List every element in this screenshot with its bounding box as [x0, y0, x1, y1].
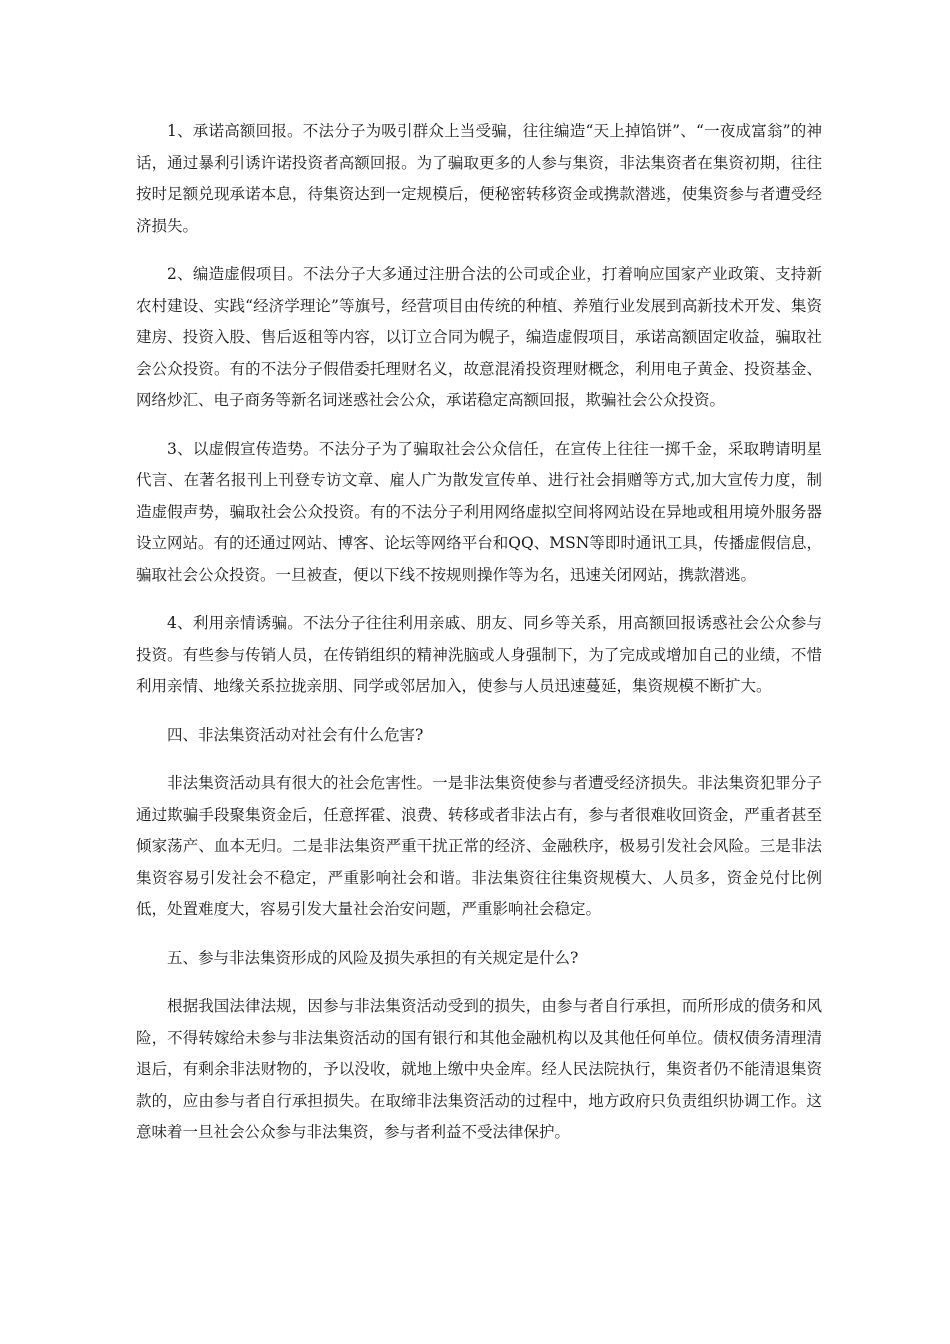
paragraph-social-harms: 非法集资活动具有很大的社会危害性。一是非法集资使参与者遭受经济损失。非法集资犯罪分子通过欺骗手段聚集资金后，任意挥霍、浪费、转移或者非法占有，参与者很难收回资金，严重者甚至倾家荡产、血本无归。二是非法集资严重干扰正常的经济、金融秩序，极易引发社会风险。三是非法集资容易引发社会不稳定，严重影响社会和谐。非法集资往往集资规模大、人员多，资金兑付比例低，处置难度大，容易引发大量社会治安问题，严重影响社会稳定。 [136, 774, 822, 918]
paragraph-risk-liability: 根据我国法律法规，因参与非法集资活动受到的损失，由参与者自行承担，而所形成的债务和风险，不得转嫁给未参与非法集资活动的国有银行和其他金融机构以及其他任何单位。债权债务清理清退后，有剩余非法财物的，予以没收，就地上缴中央金库。经人民法院执行，集资者仍不能清退集资款的，应由参与者自行承担损失。在取缔非法集资活动的过程中，地方政府只负责组织协调工作。这意味着一旦社会公众参与非法集资，参与者利益不受法律保护。 [136, 997, 822, 1141]
paragraph-fake-projects: 2、编造虚假项目。不法分子大多通过注册合法的公司或企业，打着响应国家产业政策、支持新农村建设、实践“经济学理论”等旗号，经营项目由传统的种植、养殖行业发展到高新技术开发、集资建房、投资入股、售后返租等内容，以订立合同为幌子，编造虚假项目，承诺高额固定收益，骗取社会公众投资。有的不法分子假借委托理财名义，故意混淆投资理财概念，利用电子黄金、投资基金、网络炒汇、电子商务等新名词迷惑社会公众，承诺稳定高额回报，欺骗社会公众投资。 [136, 265, 822, 409]
paragraph-false-publicity: 3、以虚假宣传造势。不法分子为了骗取社会公众信任，在宣传上往往一掷千金，采取聘请明星代言、在著名报刊上刊登专访文章、雇人广为散发宣传单、进行社会捐赠等方式,加大宣传力度，制造虚假声势，骗取社会公众投资。有的不法分子利用网络虚拟空间将网站设在异地或租用境外服务器设立网站。有的还通过网站、博客、论坛等网络平台和QQ、MSN等即时通讯工具，传播虚假信息，骗取社会公众投资。一旦被查，便以下线不按规则操作等为名，迅速关闭网站，携款潜逃。 [136, 439, 822, 584]
document-page [136, 116, 822, 1166]
section-heading-harms: 四、非法集资活动对社会有什么危害? [167, 725, 424, 744]
paragraph-kinship-fraud: 4、利用亲情诱骗。不法分子往往利用亲戚、朋友、同乡等关系，用高额回报诱惑社会公众参与投资。有些参与传销人员，在传销组织的精神洗脑或人身强制下，为了完成或增加自己的业绩，不惜利用亲情、地缘关系拉拢亲朋、同学或邻居加入，使参与人员迅速蔓延，集资规模不断扩大。 [136, 614, 822, 695]
paragraph-promise-high-returns: 1、承诺高额回报。不法分子为吸引群众上当受骗，往往编造“天上掉馅饼”、“一夜成富翁”的神话，通过暴利引诱许诺投资者高额回报。为了骗取更多的人参与集资，非法集资者在集资初期，往往按时足额兑现承诺本息，待集资达到一定规模后，便秘密转移资金或携款潜逃，使集资参与者遭受经济损失。 [136, 122, 822, 235]
section-heading-risk-liability: 五、参与非法集资形成的风险及损失承担的有关规定是什么? [167, 948, 579, 967]
